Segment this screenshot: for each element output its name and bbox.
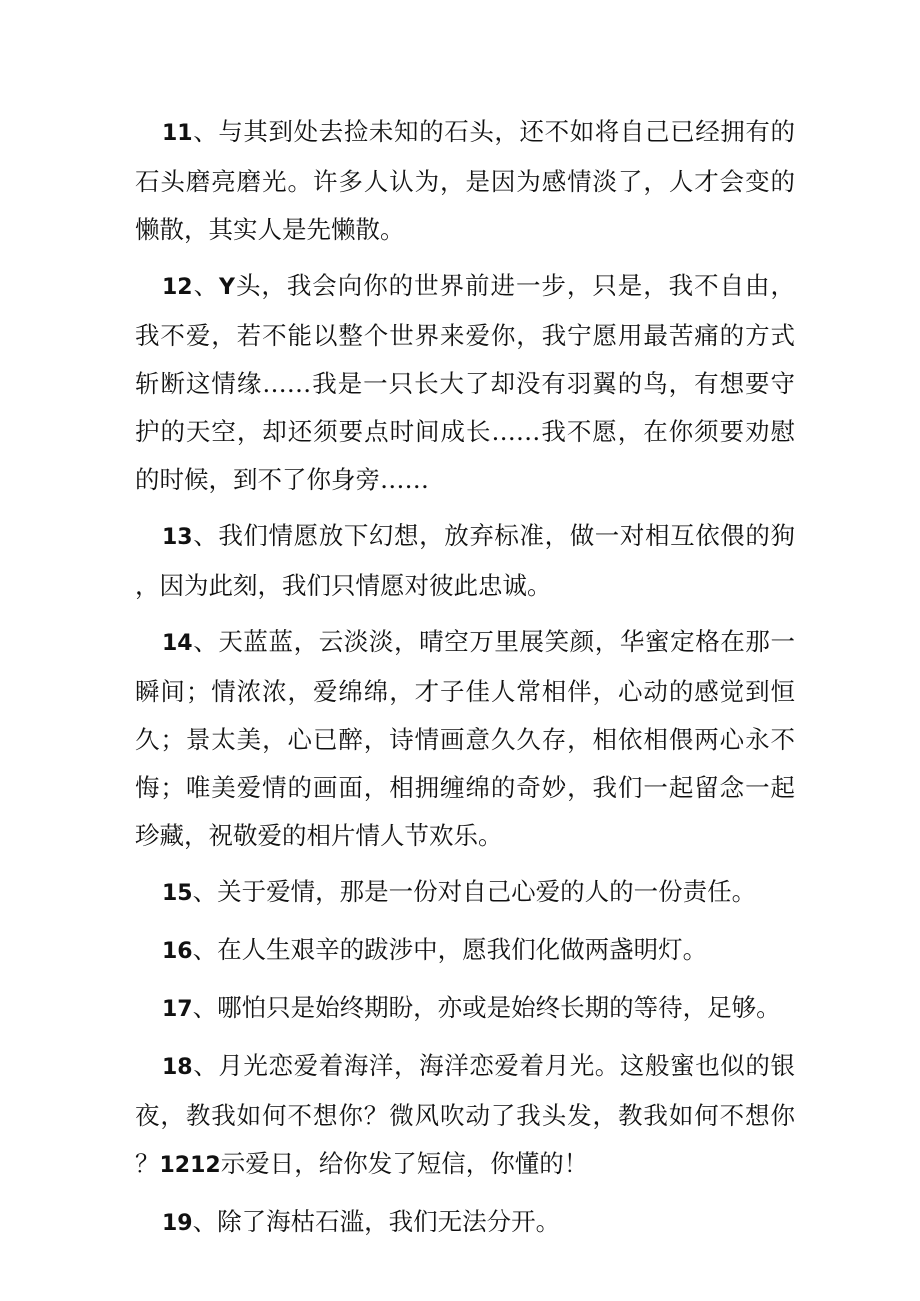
item-separator: 、 bbox=[192, 1051, 219, 1080]
paragraph-text: 关于爱情，那是一份对自己心爱的人的一份责任。 bbox=[217, 877, 757, 906]
paragraph-text: 与其到处去捡未知的石头，还不如将自己已经拥有的石头磨亮磨光。许多人认为，是因为感情淡了，人才会变的懒散，其实人是先懒散。 bbox=[135, 117, 796, 244]
paragraph-text: 头，我会向你的世界前进一步，只是，我不自由，我不爱，若不能以整个世界来爱你，我宁愿用最苦痛的方式斩断这情缘……我是一只长大了却没有羽翼的鸟，有想要守护的天空，却还须要点时间成长……我不愿，在你须要劝慰的时候，到不了你身旁…… bbox=[135, 271, 796, 494]
item-number: 16 bbox=[162, 939, 193, 964]
item-separator: 、 bbox=[192, 271, 220, 300]
item-separator: 、 bbox=[192, 521, 219, 550]
paragraph-text: 月光恋爱着海洋，海洋恋爱着月光。这般蜜也似的银夜，教我如何不想你？微风吹动了我头发，教我如何不想你？ bbox=[135, 1051, 796, 1178]
item-number: 17 bbox=[162, 997, 193, 1022]
paragraph-18 bbox=[135, 1042, 795, 1190]
paragraph-15 bbox=[135, 868, 795, 918]
item-number: 13 bbox=[162, 525, 193, 550]
paragraph-14 bbox=[135, 618, 795, 860]
item-number: 12 bbox=[162, 275, 193, 300]
bold-letter: Y bbox=[219, 275, 235, 300]
paragraph-text: 哪怕只是始终期盼，亦或是始终长期的等待，足够。 bbox=[217, 993, 781, 1022]
item-separator: 、 bbox=[192, 117, 219, 146]
paragraph-text: 在人生艰辛的跋涉中，愿我们化做两盏明灯。 bbox=[217, 935, 708, 964]
paragraph-17 bbox=[135, 984, 795, 1034]
paragraph-text: 除了海枯石滥，我们无法分开。 bbox=[217, 1207, 561, 1236]
paragraph-text-end: 示爱日，给你发了短信，你懂的！ bbox=[220, 1149, 589, 1178]
paragraph-text: 我们情愿放下幻想，放弃标准，做一对相互依偎的狗，因为此刻，我们只情愿对彼此忠诚。 bbox=[135, 521, 796, 600]
paragraph-11 bbox=[135, 108, 795, 254]
item-number: 14 bbox=[162, 631, 193, 656]
paragraph-16 bbox=[135, 926, 795, 976]
bold-date: 1212 bbox=[159, 1153, 221, 1178]
item-separator: 、 bbox=[192, 935, 218, 964]
item-number: 15 bbox=[162, 881, 193, 906]
document-body bbox=[135, 108, 795, 1256]
item-number: 19 bbox=[162, 1211, 193, 1236]
paragraph-text: 天蓝蓝，云淡淡，晴空万里展笑颜，华蜜定格在那一瞬间；情浓浓，爱绵绵，才子佳人常相伴，心动的感觉到恒久；景太美，心已醉，诗情画意久久存，相依相偎两心永不悔；唯美爱情的画面，相拥缠绵的奇妙，我们一起留念一起珍藏，祝敬爱的相片情人节欢乐。 bbox=[135, 627, 796, 850]
item-separator: 、 bbox=[192, 877, 218, 906]
paragraph-19 bbox=[135, 1198, 795, 1248]
paragraph-13 bbox=[135, 512, 795, 610]
item-separator: 、 bbox=[192, 1207, 218, 1236]
item-number: 18 bbox=[162, 1055, 193, 1080]
item-separator: 、 bbox=[192, 627, 219, 656]
paragraph-12 bbox=[135, 262, 795, 504]
item-separator: 、 bbox=[192, 993, 218, 1022]
item-number: 11 bbox=[162, 121, 193, 146]
